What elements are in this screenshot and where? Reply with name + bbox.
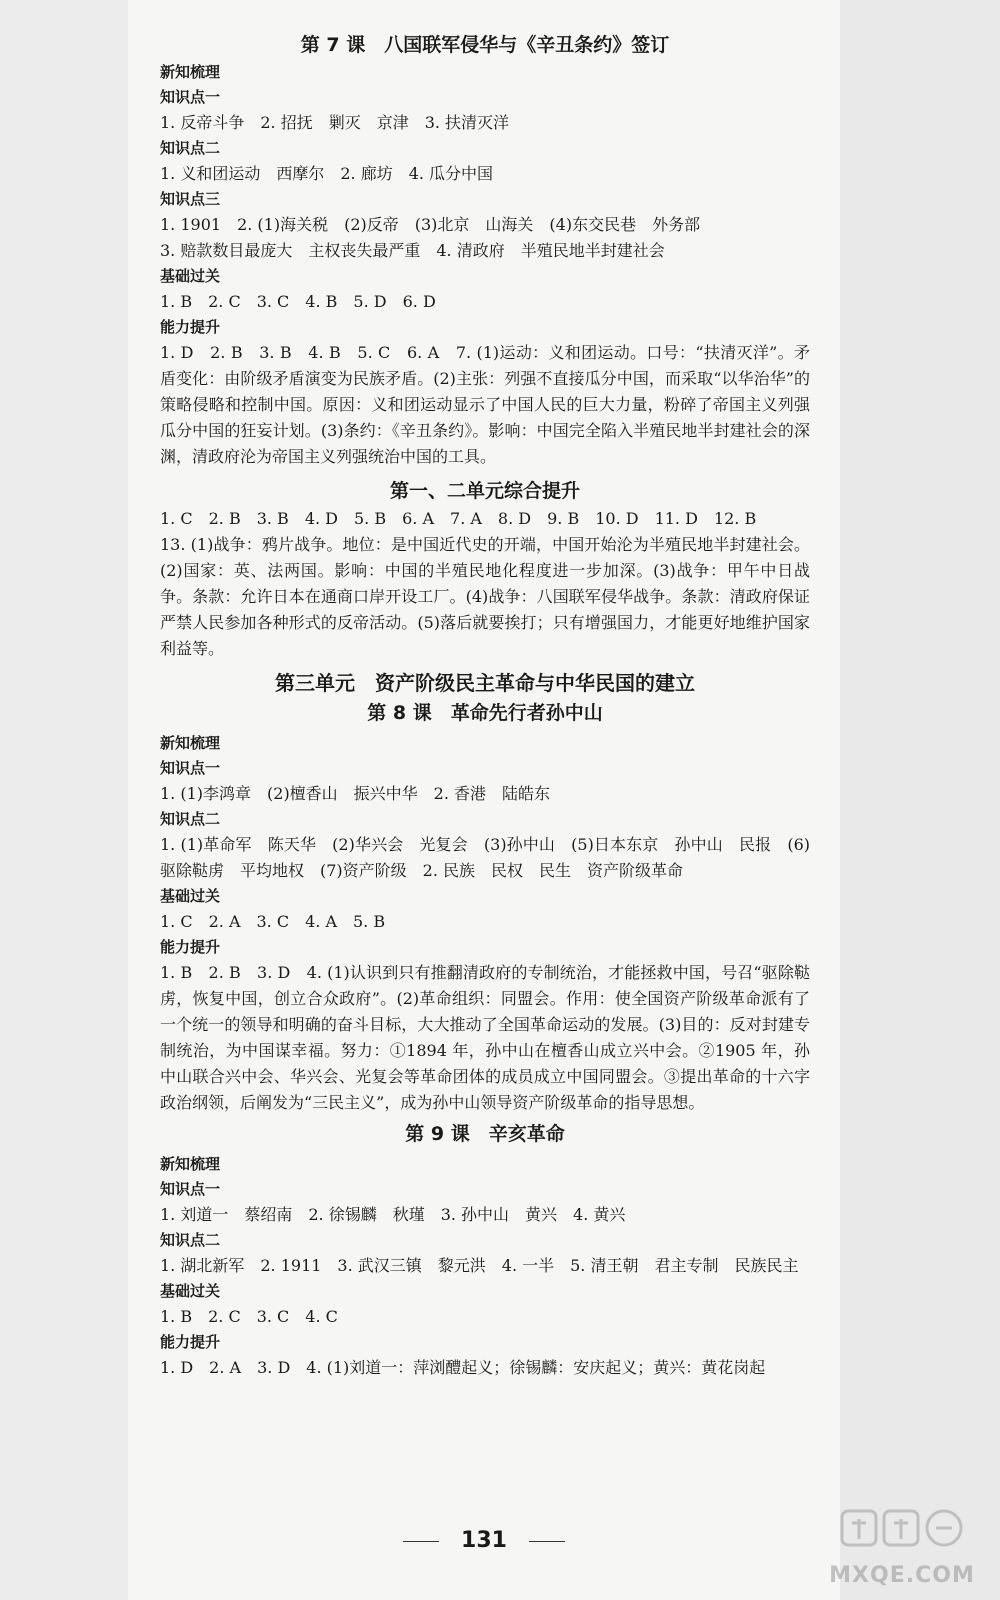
lesson7-kp3-answers-line1: 1. 1901 2. (1)海关税 (2)反帝 (3)北京 山海关 (4)东交民巷 外务部	[160, 215, 701, 234]
answer-page	[128, 0, 840, 1600]
lesson7-kp1-heading: 知识点一	[160, 88, 221, 106]
review12-title: 第一、二单元综合提升	[389, 480, 580, 502]
review12-choice-answers: 1. C 2. B 3. B 4. D 5. B 6. A 7. A 8. D 9. B 10. D 11. D 12. B	[160, 509, 757, 528]
site-watermark	[812, 1505, 992, 1595]
lesson7-kp3-heading: 知识点三	[160, 190, 221, 208]
lesson7-kp2-answers: 1. 义和团运动 西摩尔 2. 廊坊 4. 瓜分中国	[160, 164, 494, 183]
lesson8-new-knowledge-heading: 新知梳理	[160, 734, 221, 752]
lesson9-ability-heading: 能力提升	[160, 1333, 221, 1351]
page-number: 131	[461, 1528, 507, 1553]
lesson9-kp1-answers: 1. 刘道一 蔡绍南 2. 徐锡麟 秋瑾 3. 孙中山 黄兴 4. 黄兴	[160, 1205, 626, 1224]
lesson8-kp1-heading: 知识点一	[160, 759, 221, 777]
lesson7-basic-answers: 1. B 2. C 3. C 4. B 5. D 6. D	[160, 292, 436, 311]
lesson7-kp3-answers-line2: 3. 赔款数目最庞大 主权丧失最严重 4. 清政府 半殖民地半封建社会	[160, 241, 665, 260]
watermark-logo-icon	[812, 1505, 992, 1565]
lesson7-kp1-answers: 1. 反帝斗争 2. 招抚 剿灭 京津 3. 扶清灭洋	[160, 113, 510, 132]
page-footer	[128, 1528, 840, 1553]
lesson8-kp2-heading: 知识点二	[160, 810, 221, 828]
lesson7-new-knowledge-heading: 新知梳理	[160, 63, 221, 81]
lesson9-basic-answers: 1. B 2. C 3. C 4. C	[160, 1307, 338, 1326]
lesson8-ability-heading: 能力提升	[160, 938, 221, 956]
lesson9-kp2-heading: 知识点二	[160, 1231, 221, 1249]
lesson9-new-knowledge-heading: 新知梳理	[160, 1155, 221, 1173]
lesson8-title: 第 8 课 革命先行者孙中山	[367, 702, 603, 724]
lesson9-ability-answers: 1. D 2. A 3. D 4. (1)刘道一：萍浏醴起义；徐锡麟：安庆起义；黄兴：黄花岗起	[160, 1358, 766, 1377]
lesson7-ability-answers: 1. D 2. B 3. B 4. B 5. C 6. A 7. (1)运动：义和团运动。口号：“扶清灭洋”。矛盾变化：由阶级矛盾演变为民族矛盾。(2)主张：列强不直接瓜分中国，而采取“以华治华”的策略侵略和控制中国。原因：义和团运动显示了中国人民的巨大力量，粉碎了帝国主义列强瓜分中国的狂妄计划。(3)条约：《辛丑条约》。影响：中国完全陷入半殖民地半封建社会的深渊，清政府沦为帝国主义列强统治中国的工具。	[160, 343, 810, 466]
page-content	[160, 30, 810, 1381]
review12-q13-answer: 13. (1)战争：鸦片战争。地位：是中国近代史的开端，中国开始沦为半殖民地半封建社会。(2)国家：英、法两国。影响：中国的半殖民地化程度进一步加深。(3)战争：甲午中日战争。条款：允许日本在通商口岸开设工厂。(4)战争：八国联军侵华战争。条款：清政府保证严禁人民参加各种形式的反帝活动。(5)落后就要挨打；只有增强国力，才能更好地维护国家利益等。	[160, 535, 810, 658]
footer-dash-right	[529, 1541, 565, 1542]
lesson8-basic-answers: 1. C 2. A 3. C 4. A 5. B	[160, 912, 386, 931]
left-margin	[0, 0, 128, 1600]
lesson9-title: 第 9 课 辛亥革命	[405, 1123, 565, 1145]
lesson7-title: 第 7 课 八国联军侵华与《辛丑条约》签订	[300, 34, 670, 56]
lesson8-kp2-answers: 1. (1)革命军 陈天华 (2)华兴会 光复会 (3)孙中山 (5)日本东京 孙中山 民报 (6)驱除鞑虏 平均地权 (7)资产阶级 2. 民族 民权 民生 资产阶级革命	[160, 835, 810, 880]
footer-dash-left	[403, 1541, 439, 1542]
watermark-text: MXQE.COM	[829, 1563, 975, 1588]
lesson8-basic-heading: 基础过关	[160, 887, 221, 905]
lesson7-basic-heading: 基础过关	[160, 267, 221, 285]
lesson8-ability-answers: 1. B 2. B 3. D 4. (1)认识到只有推翻清政府的专制统治，才能拯救中国，号召“驱除鞑虏，恢复中国，创立合众政府”。(2)革命组织：同盟会。作用：使全国资产阶级革命派有了一个统一的领导和明确的奋斗目标，大大推动了全国革命运动的发展。(3)目的：反对封建专制统治，为中国谋幸福。努力：①1894 年，孙中山在檀香山成立兴中会。②1905 年，孙中山联合兴中会、华兴会、光复会等革命团体的成员成立中国同盟会。③提出革命的十六字政治纲领，后阐发为“三民主义”，成为孙中山领导资产阶级革命的指导思想。	[160, 963, 810, 1112]
lesson7-kp2-heading: 知识点二	[160, 139, 221, 157]
unit3-title: 第三单元 资产阶级民主革命与中华民国的建立	[275, 671, 695, 695]
lesson9-basic-heading: 基础过关	[160, 1282, 221, 1300]
right-margin	[840, 0, 1000, 1600]
lesson7-ability-heading: 能力提升	[160, 318, 221, 336]
lesson8-kp1-answers: 1. (1)李鸿章 (2)檀香山 振兴中华 2. 香港 陆皓东	[160, 784, 551, 803]
lesson9-kp2-answers: 1. 湖北新军 2. 1911 3. 武汉三镇 黎元洪 4. 一半 5. 清王朝 君主专制 民族民主	[160, 1256, 799, 1275]
lesson9-kp1-heading: 知识点一	[160, 1180, 221, 1198]
